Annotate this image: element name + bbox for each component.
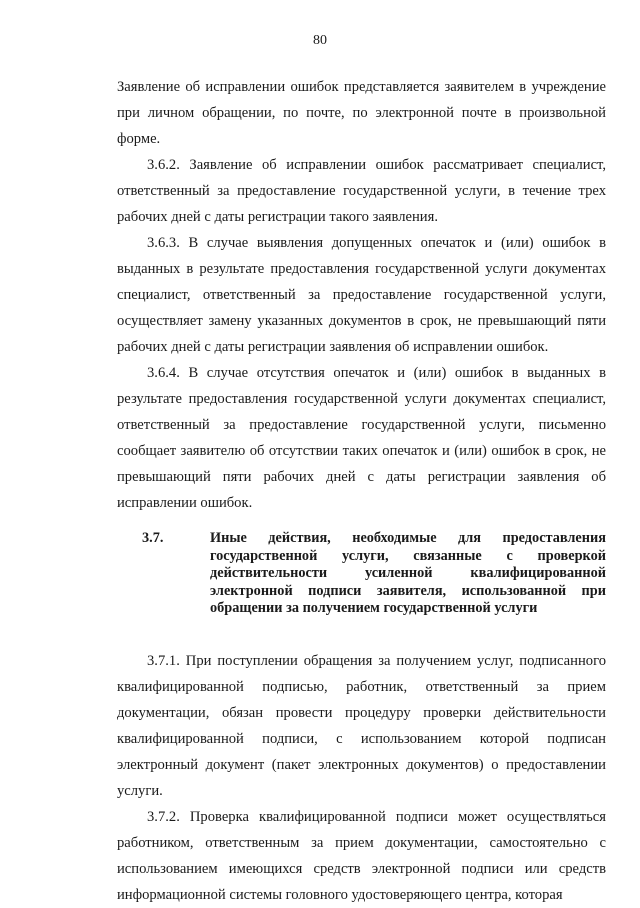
- page-number: 80: [313, 33, 327, 48]
- document-body: [117, 74, 606, 908]
- paragraph-3-6-4: 3.6.4. В случае отсутствия опечаток и (или) ошибок в выданных в результате предоставления государственной услуги документах специалист, ответственный за предоставление государственной услуги, письменно сообщает заявителю об отсутствии таких опечаток и (или) ошибок в срок, не превышающий пяти рабочих дней с даты регистрации заявления об исправлении ошибок.: [117, 365, 606, 511]
- section-spacer: [117, 618, 606, 648]
- section-title: Иные действия, необходимые для предоставления государственной услуги, связанные с проверкой действительности усиленной квалифицированной электронной подписи заявителя, использованной при обращении за получением государственной услуги: [210, 530, 606, 617]
- paragraph-3-7-1: 3.7.1. При поступлении обращения за получением услуг, подписанного квалифицированной подписью, работник, ответственный за прием документации, обязан провести процедуру проверки действительности квалифицированной подписи, с использованием которой подписан электронный документ (пакет электронных документов) о предоставлении услуги.: [117, 652, 606, 799]
- paragraph-3-6-3: 3.6.3. В случае выявления допущенных опечаток и (или) ошибок в выданных в результате предоставления государственной услуги документах специалист, ответственный за предоставление государственной услуги, осуществляет замену указанных документов в срок, не превышающий пяти рабочих дней с даты регистрации заявления об исправлении ошибок.: [117, 235, 606, 355]
- section-heading-3-7: [117, 530, 606, 618]
- paragraph-3-6-2: 3.6.2. Заявление об исправлении ошибок рассматривает специалист, ответственный за предоставление государственной услуги, в течение трех рабочих дней с даты регистрации такого заявления.: [117, 157, 606, 225]
- paragraph-application-submission: Заявление об исправлении ошибок представляется заявителем в учреждение при личном обращении, по почте, по электронной почте в произвольной форме.: [117, 79, 606, 147]
- paragraph-3-7-2: 3.7.2. Проверка квалифицированной подписи может осуществляться работником, ответственным за прием документации, самостоятельно с использованием имеющихся средств электронной подписи или средств информационной системы головного удостоверяющего центра, которая: [117, 808, 606, 903]
- section-number: 3.7.: [142, 530, 164, 546]
